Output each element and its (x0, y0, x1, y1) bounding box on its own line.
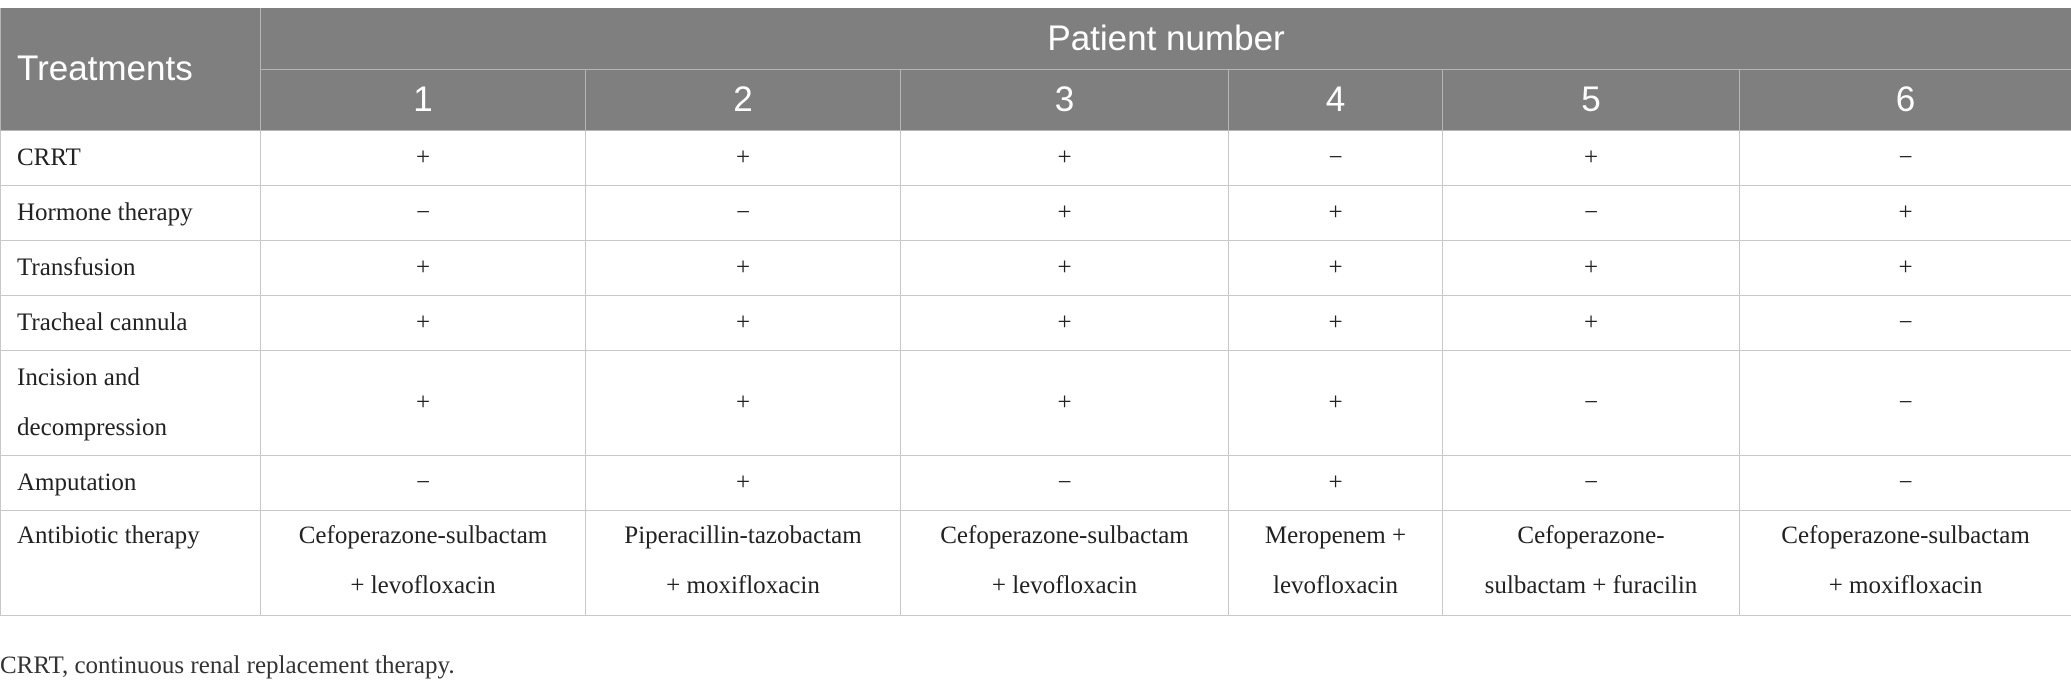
row-label-transfusion: Transfusion (1, 241, 261, 296)
table-body (1, 131, 2071, 616)
table-cell: + (261, 241, 586, 296)
table-row (1, 296, 2071, 351)
table-cell: + (586, 131, 901, 186)
table-cell: + (901, 351, 1229, 456)
patient-number-group-header: Patient number (261, 8, 2071, 70)
table-cell: + (261, 131, 586, 186)
table-cell: + (261, 351, 586, 456)
table-row (1, 511, 2071, 616)
table-cell: − (1740, 351, 2071, 456)
table-cell: + (261, 296, 586, 351)
patient-6-header: 6 (1740, 70, 2071, 131)
table-cell: + (901, 186, 1229, 241)
table-cell: + (1740, 241, 2071, 296)
table-cell: + (1229, 241, 1443, 296)
table-cell: + (1443, 296, 1740, 351)
table-cell: Piperacillin-tazobactam + moxifloxacin (586, 511, 901, 616)
table-cell: + (1740, 186, 2071, 241)
patient-2-header: 2 (586, 70, 901, 131)
table-row (1, 131, 2071, 186)
patient-3-header: 3 (901, 70, 1229, 131)
table-cell: Cefoperazone- sulbactam + furacilin (1443, 511, 1740, 616)
table-cell: Cefoperazone-sulbactam + levofloxacin (901, 511, 1229, 616)
table-cell: − (261, 186, 586, 241)
row-label-crrt: CRRT (1, 131, 261, 186)
table-cell: − (586, 186, 901, 241)
table-cell: + (1229, 186, 1443, 241)
table-cell: − (1443, 456, 1740, 511)
patient-4-header: 4 (1229, 70, 1443, 131)
table-cell: − (1229, 131, 1443, 186)
table-row (1, 351, 2071, 456)
table-cell: + (901, 241, 1229, 296)
table-cell: + (1229, 296, 1443, 351)
table-cell: − (901, 456, 1229, 511)
treatment-table-container (0, 8, 2071, 616)
table-header (1, 8, 2071, 131)
table-cell: Cefoperazone-sulbactam + moxifloxacin (1740, 511, 2071, 616)
table-cell: + (901, 296, 1229, 351)
table-cell: − (1740, 131, 2071, 186)
table-cell: − (1443, 186, 1740, 241)
table-cell: + (1229, 351, 1443, 456)
row-label-hormone-therapy: Hormone therapy (1, 186, 261, 241)
table-row (1, 186, 2071, 241)
table-footnote: CRRT, continuous renal replacement therapy. (0, 652, 455, 679)
table-cell: − (1740, 296, 2071, 351)
table-cell: Cefoperazone-sulbactam + levofloxacin (261, 511, 586, 616)
table-cell: + (586, 351, 901, 456)
table-row (1, 456, 2071, 511)
patient-5-header: 5 (1443, 70, 1740, 131)
table-cell: + (1229, 456, 1443, 511)
table-cell: − (1443, 351, 1740, 456)
table-row (1, 241, 2071, 296)
table-cell: Meropenem + levofloxacin (1229, 511, 1443, 616)
table-cell: − (1740, 456, 2071, 511)
table-cell: + (1443, 241, 1740, 296)
row-label-antibiotic-therapy: Antibiotic therapy (1, 511, 261, 616)
table-cell: + (1443, 131, 1740, 186)
row-label-tracheal-cannula: Tracheal cannula (1, 296, 261, 351)
row-label-incision-and-decompression: Incision and decompression (1, 351, 261, 456)
table-cell: + (586, 296, 901, 351)
table-cell: + (901, 131, 1229, 186)
patient-1-header: 1 (261, 70, 586, 131)
treatments-column-header: Treatments (1, 8, 261, 131)
table-cell: − (261, 456, 586, 511)
row-label-amputation: Amputation (1, 456, 261, 511)
treatment-table (0, 8, 2071, 616)
table-cell: + (586, 456, 901, 511)
table-cell: + (586, 241, 901, 296)
